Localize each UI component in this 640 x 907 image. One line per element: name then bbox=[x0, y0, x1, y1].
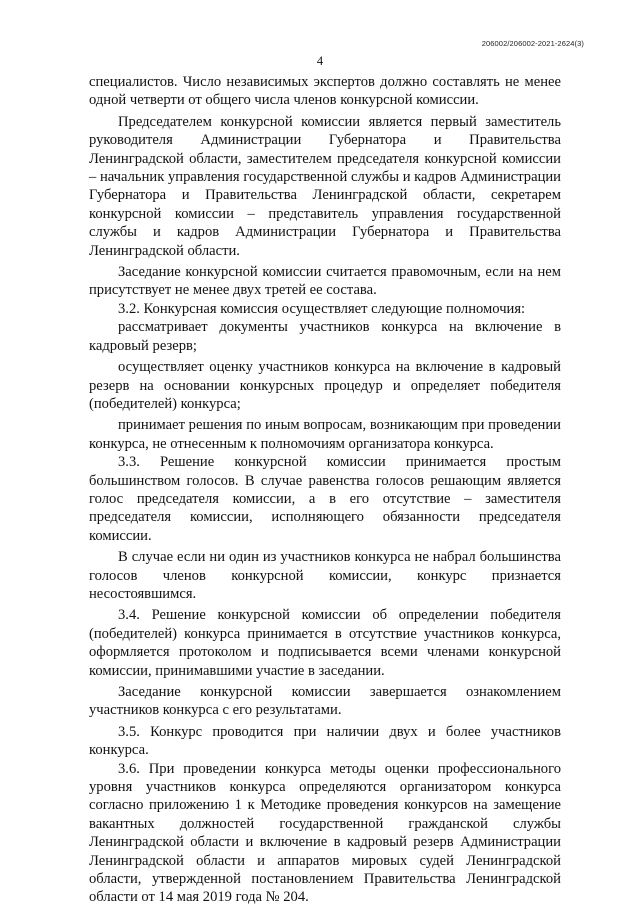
paragraph-3-2-powers: 3.2. Конкурсная комиссия осуществляет следующие полномочия: bbox=[118, 300, 526, 317]
paragraph-power-decide: принимает решения по иным вопросам, возникающим при проведении конкурса, не отнесенным к полномочиям организатора конкурса. bbox=[89, 417, 561, 452]
paragraph-continuation: специалистов. Число независимых экспертов должно составлять не менее одной четверти от общего числа членов конкурсной комиссии. bbox=[89, 74, 561, 109]
paragraph-3-3-voting: 3.3. Решение конкурсной комиссии принимается простым большинством голосов. В случае равенства голосов решающим является голос председателя комиссии, а в его отсутствие – заместителя председателя комиссии, исполняющего обязанности председателя комиссии. bbox=[89, 454, 561, 544]
paragraph-power-assess: осуществляет оценку участников конкурса на включение в кадровый резерв на основании конкурсных процедур и определяет победителя (победителей) конкурса; bbox=[89, 359, 561, 412]
paragraph-3-6-methods: 3.6. При проведении конкурса методы оценки профессионального уровня участников конкурса определяются организатором конкурса согласно приложению 1 к Методике проведения конкурсов на замещение вакантных должностей государственной гражданской службы Ленинградской области и включение в кадровый резерв Администрации Ленинградской области и аппаратов мировых судей Ленинградской области, утвержденной постановлением Правительства Ленинградской области от 14 мая 2019 года № 204. bbox=[89, 760, 561, 906]
paragraph-3-5-participants: 3.5. Конкурс проводится при наличии двух и более участников конкурса. bbox=[89, 723, 561, 759]
document-body bbox=[89, 73, 561, 907]
paragraph-quorum: Заседание конкурсной комиссии считается правомочным, если на нем присутствует не менее двух третей ее состава. bbox=[89, 264, 561, 299]
paragraph-power-review: рассматривает документы участников конкурса на включение в кадровый резерв; bbox=[89, 319, 561, 354]
page-number: 4 bbox=[316, 54, 324, 68]
paragraph-3-4-decision: 3.4. Решение конкурсной комиссии об определении победителя (победителей) конкурса принимается в отсутствие участников конкурса, оформляется протоколом и подписывается всеми членами конкурсной комиссии, принимавшими участие в заседании. bbox=[89, 607, 561, 679]
paragraph-no-majority: В случае если ни один из участников конкурса не набрал большинства голосов членов конкурсной комиссии, конкурс признается несостоявшимся. bbox=[89, 549, 561, 602]
document-id: 206002/206002-2021-2624(3) bbox=[481, 39, 584, 48]
paragraph-commission-chair: Председателем конкурсной комиссии является первый заместитель руководителя Администрации Губернатора и Правительства Ленинградской области, заместителем председателя конкурсной комиссии – начальник управления государственной службы и кадров Администрации Губернатора и Правительства Ленинградской области, секретарем конкурсной комиссии – представитель управления государственной службы и кадров Администрации Губернатора и Правительства Ленинградской области. bbox=[89, 113, 561, 259]
paragraph-meeting-end: Заседание конкурсной комиссии завершается ознакомлением участников конкурса с его результатами. bbox=[89, 684, 561, 719]
